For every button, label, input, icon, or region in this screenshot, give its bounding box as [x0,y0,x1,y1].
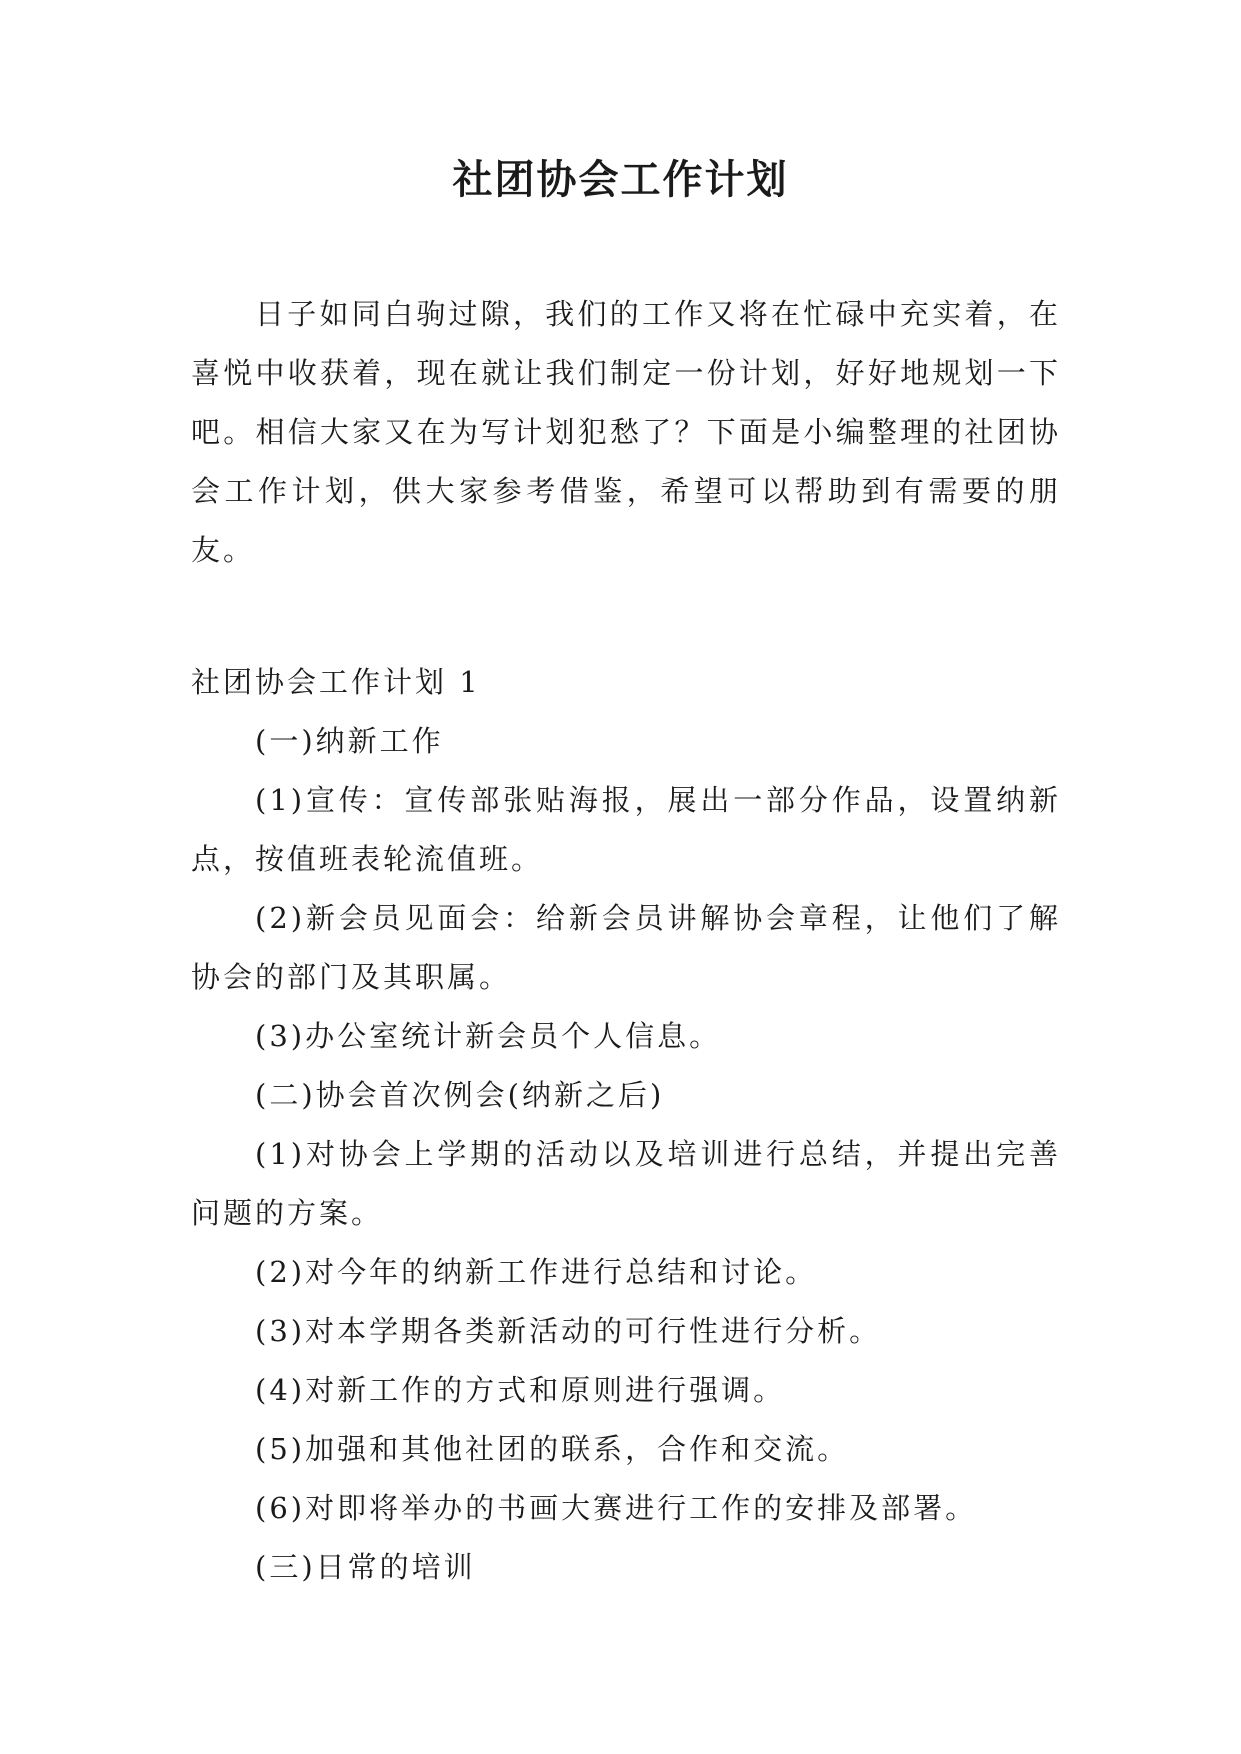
list-item: (1)对协会上学期的活动以及培训进行总结，并提出完善问题的方案。 [191,1137,1061,1230]
list-item: (3)对本学期各类新活动的可行性进行分析。 [255,1314,882,1348]
list-item: (二)协会首次例会(纳新之后) [255,1078,665,1112]
list-item: (三)日常的培训 [255,1550,476,1584]
list-item: (2)新会员见面会：给新会员讲解协会章程，让他们了解协会的部门及其职属。 [191,901,1061,994]
list-item: (5)加强和其他社团的联系，合作和交流。 [255,1432,850,1466]
list-item: (2)对今年的纳新工作进行总结和讨论。 [255,1255,818,1289]
list-item: (3)办公室统计新会员个人信息。 [255,1019,722,1053]
section-heading: 社团协会工作计划 1 [191,665,481,699]
document-body [191,285,1061,1597]
list-item: (4)对新工作的方式和原则进行强调。 [255,1373,786,1407]
intro-paragraph: 日子如同白驹过隙，我们的工作又将在忙碌中充实着，在喜悦中收获着，现在就让我们制定一份计划，好好地规划一下吧。相信大家又在为写计划犯愁了？下面是小编整理的社团协会工作计划，供大家参考借鉴，希望可以帮助到有需要的朋友。 [191,297,1061,567]
paragraph-gap [191,580,1061,653]
list-item: (6)对即将举办的书画大赛进行工作的安排及部署。 [255,1491,978,1525]
list-item: (一)纳新工作 [255,724,444,758]
document-title: 社团协会工作计划 [452,156,789,203]
list-item: (1)宣传：宣传部张贴海报，展出一部分作品，设置纳新点，按值班表轮流值班。 [191,783,1061,876]
